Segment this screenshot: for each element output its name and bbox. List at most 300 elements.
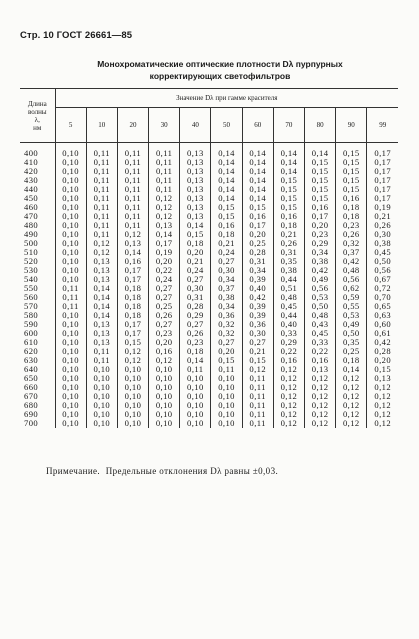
density-value-cell: 0,29 — [273, 338, 304, 347]
density-value-cell: 0,10 — [211, 392, 242, 401]
density-value-cell: 0,11 — [242, 374, 273, 383]
density-value-cell: 0,26 — [367, 221, 398, 230]
density-value-cell: 0,10 — [55, 383, 86, 392]
density-value-cell: 0,10 — [55, 347, 86, 356]
table-title-line-2: корректирующих светофильтров — [149, 71, 291, 81]
density-value-cell: 0,45 — [305, 329, 336, 338]
density-value-cell: 0,16 — [117, 257, 148, 266]
density-value-cell: 0,18 — [336, 356, 367, 365]
density-value-cell: 0,10 — [149, 392, 180, 401]
density-value-cell: 0,21 — [211, 239, 242, 248]
density-value-cell: 0,15 — [336, 167, 367, 176]
density-value-cell: 0,28 — [180, 302, 211, 311]
wavelength-cell: 510 — [24, 247, 39, 257]
wavelength-cell: 520 — [24, 256, 39, 266]
density-value-cell: 0,21 — [242, 347, 273, 356]
density-value-cell: 0,30 — [242, 329, 273, 338]
density-value-cell: 0,11 — [242, 401, 273, 410]
density-value-cell: 0,15 — [211, 356, 242, 365]
density-value-cell: 0,37 — [211, 284, 242, 293]
density-value-cell: 0,27 — [242, 338, 273, 347]
density-value-cell: 0,15 — [367, 365, 398, 374]
density-value-cell: 0,42 — [305, 266, 336, 275]
density-value-cell: 0,14 — [242, 194, 273, 203]
density-value-cell: 0,32 — [336, 239, 367, 248]
density-value-cell: 0,25 — [242, 239, 273, 248]
density-value-cell: 0,11 — [86, 203, 117, 212]
density-value-cell: 0,10 — [86, 392, 117, 401]
density-value-cell: 0,13 — [305, 365, 336, 374]
density-value-cell: 0,15 — [273, 194, 304, 203]
density-value-cell: 0,14 — [242, 167, 273, 176]
density-value-cell: 0,15 — [211, 203, 242, 212]
density-value-cell: 0,11 — [86, 167, 117, 176]
density-value-cell: 0,17 — [117, 329, 148, 338]
wavelength-cell: 610 — [24, 337, 39, 347]
density-value-cell: 0,15 — [336, 143, 367, 159]
column-header-gamma: 60 — [242, 108, 273, 143]
density-value-cell: 0,16 — [149, 347, 180, 356]
footnote-text: Предельные отклонения Dλ равны ±0,03. — [105, 466, 279, 476]
density-value-cell: 0,11 — [86, 194, 117, 203]
density-value-cell: 0,12 — [86, 248, 117, 257]
density-value-cell: 0,44 — [273, 275, 304, 284]
density-value-cell: 0,18 — [117, 311, 148, 320]
density-value-cell: 0,11 — [211, 365, 242, 374]
column-header-gamma: 99 — [367, 108, 398, 143]
column-header-gamma: 90 — [336, 108, 367, 143]
density-value-cell: 0,17 — [117, 275, 148, 284]
density-value-cell: 0,18 — [273, 221, 304, 230]
density-value-cell: 0,12 — [367, 401, 398, 410]
density-value-cell: 0,14 — [117, 248, 148, 257]
density-value-cell: 0,15 — [273, 203, 304, 212]
density-value-cell: 0,56 — [336, 275, 367, 284]
density-value-cell: 0,17 — [242, 221, 273, 230]
density-value-cell: 0,26 — [273, 239, 304, 248]
density-value-cell: 0,36 — [242, 320, 273, 329]
density-value-cell: 0,10 — [55, 167, 86, 176]
density-value-cell: 0,11 — [86, 356, 117, 365]
density-value-cell: 0,12 — [149, 356, 180, 365]
density-value-cell: 0,12 — [336, 383, 367, 392]
density-value-cell: 0,10 — [55, 212, 86, 221]
density-value-cell: 0,20 — [305, 221, 336, 230]
density-value-cell: 0,10 — [180, 374, 211, 383]
wavelength-cell: 580 — [24, 310, 39, 320]
wavelength-cell: 530 — [24, 265, 39, 275]
density-value-cell: 0,10 — [55, 320, 86, 329]
density-value-cell: 0,18 — [336, 212, 367, 221]
density-value-cell: 0,16 — [305, 203, 336, 212]
density-value-cell: 0,10 — [117, 401, 148, 410]
density-value-cell: 0,14 — [180, 356, 211, 365]
density-value-cell: 0,30 — [211, 266, 242, 275]
density-value-cell: 0,10 — [180, 383, 211, 392]
density-value-cell: 0,34 — [211, 275, 242, 284]
wavelength-cell: 540 — [24, 274, 39, 284]
density-value-cell: 0,14 — [149, 230, 180, 239]
density-value-cell: 0,11 — [149, 143, 180, 159]
density-value-cell: 0,17 — [149, 239, 180, 248]
density-value-cell: 0,12 — [305, 383, 336, 392]
density-value-cell: 0,13 — [117, 239, 148, 248]
density-value-cell: 0,17 — [367, 185, 398, 194]
density-value-cell: 0,18 — [180, 347, 211, 356]
density-value-cell: 0,12 — [273, 410, 304, 419]
density-value-cell: 0,12 — [86, 239, 117, 248]
density-value-cell: 0,10 — [86, 410, 117, 419]
density-value-cell: 0,10 — [180, 392, 211, 401]
density-value-cell: 0,13 — [180, 194, 211, 203]
density-value-cell: 0,11 — [117, 203, 148, 212]
density-value-cell: 0,10 — [55, 374, 86, 383]
column-header-gamma: 80 — [305, 108, 336, 143]
wavelength-cell: 480 — [24, 220, 39, 230]
density-value-cell: 0,10 — [149, 419, 180, 428]
density-value-cell: 0,19 — [149, 248, 180, 257]
density-value-cell: 0,15 — [305, 194, 336, 203]
density-value-cell: 0,18 — [211, 230, 242, 239]
density-value-cell: 0,11 — [55, 302, 86, 311]
density-value-cell: 0,11 — [86, 158, 117, 167]
wavelength-cell: 430 — [24, 175, 39, 185]
density-value-cell: 0,10 — [149, 374, 180, 383]
density-value-cell: 0,20 — [149, 338, 180, 347]
density-value-cell: 0,39 — [242, 311, 273, 320]
density-value-cell: 0,49 — [336, 320, 367, 329]
density-value-cell: 0,27 — [180, 275, 211, 284]
density-value-cell: 0,15 — [242, 203, 273, 212]
density-value-cell: 0,11 — [117, 194, 148, 203]
column-header-gamma: 70 — [273, 108, 304, 143]
density-value-cell: 0,22 — [273, 347, 304, 356]
density-value-cell: 0,10 — [86, 419, 117, 428]
density-value-cell: 0,29 — [180, 311, 211, 320]
density-value-cell: 0,14 — [86, 293, 117, 302]
density-value-cell: 0,13 — [180, 212, 211, 221]
density-value-cell: 0,34 — [242, 266, 273, 275]
density-value-cell: 0,50 — [336, 329, 367, 338]
density-value-cell: 0,12 — [336, 419, 367, 428]
density-value-cell: 0,27 — [149, 284, 180, 293]
density-value-cell: 0,10 — [180, 401, 211, 410]
density-value-cell: 0,11 — [242, 392, 273, 401]
footnote-label: Примечание. — [46, 466, 101, 476]
density-value-cell: 0,11 — [86, 143, 117, 159]
density-value-cell: 0,18 — [117, 302, 148, 311]
density-value-cell: 0,20 — [242, 230, 273, 239]
density-value-cell: 0,53 — [305, 293, 336, 302]
wavelength-header-line: нм — [33, 123, 42, 132]
density-value-cell: 0,13 — [86, 275, 117, 284]
density-value-cell: 0,14 — [273, 167, 304, 176]
density-value-cell: 0,36 — [211, 311, 242, 320]
wavelength-cell: 630 — [24, 355, 39, 365]
density-value-cell: 0,48 — [336, 266, 367, 275]
density-value-cell: 0,18 — [180, 239, 211, 248]
density-value-cell: 0,14 — [242, 143, 273, 159]
density-value-cell: 0,12 — [149, 194, 180, 203]
density-value-cell: 0,31 — [273, 248, 304, 257]
density-value-cell: 0,11 — [86, 212, 117, 221]
density-value-cell: 0,12 — [117, 230, 148, 239]
density-value-cell: 0,10 — [55, 248, 86, 257]
density-value-cell: 0,65 — [367, 302, 398, 311]
density-value-cell: 0,10 — [55, 221, 86, 230]
density-value-cell: 0,10 — [55, 176, 86, 185]
density-value-cell: 0,15 — [273, 176, 304, 185]
density-value-cell: 0,12 — [117, 347, 148, 356]
density-value-cell: 0,10 — [149, 383, 180, 392]
density-value-cell: 0,16 — [305, 356, 336, 365]
density-value-cell: 0,15 — [117, 338, 148, 347]
wavelength-cell: 440 — [24, 184, 39, 194]
density-value-cell: 0,32 — [211, 329, 242, 338]
density-value-cell: 0,11 — [149, 176, 180, 185]
density-value-cell: 0,10 — [55, 401, 86, 410]
density-value-cell: 0,56 — [367, 266, 398, 275]
table-row — [20, 419, 398, 428]
density-value-cell: 0,15 — [305, 158, 336, 167]
density-value-cell: 0,10 — [55, 275, 86, 284]
density-table — [20, 88, 398, 428]
density-value-cell: 0,12 — [305, 392, 336, 401]
density-value-cell: 0,20 — [149, 257, 180, 266]
density-value-cell: 0,13 — [149, 221, 180, 230]
wavelength-cell: 590 — [24, 319, 39, 329]
density-value-cell: 0,10 — [55, 266, 86, 275]
density-value-cell: 0,12 — [242, 365, 273, 374]
density-value-cell: 0,17 — [367, 194, 398, 203]
density-value-cell: 0,50 — [305, 302, 336, 311]
density-value-cell: 0,14 — [242, 158, 273, 167]
wavelength-cell: 670 — [24, 391, 39, 401]
density-value-cell: 0,10 — [55, 194, 86, 203]
density-value-cell: 0,27 — [180, 320, 211, 329]
density-value-cell: 0,61 — [367, 329, 398, 338]
density-value-cell: 0,11 — [117, 185, 148, 194]
density-value-cell: 0,28 — [242, 248, 273, 257]
wavelength-cell: 550 — [24, 283, 39, 293]
wavelength-cell: 700 — [24, 418, 39, 428]
density-value-cell: 0,17 — [117, 320, 148, 329]
density-value-cell: 0,42 — [336, 257, 367, 266]
density-value-cell: 0,38 — [211, 293, 242, 302]
density-value-cell: 0,13 — [86, 338, 117, 347]
density-value-cell: 0,10 — [86, 383, 117, 392]
density-value-cell: 0,18 — [336, 203, 367, 212]
density-value-cell: 0,12 — [305, 419, 336, 428]
density-value-cell: 0,70 — [367, 293, 398, 302]
column-header-gamma: 20 — [117, 108, 148, 143]
density-value-cell: 0,14 — [211, 167, 242, 176]
density-value-cell: 0,24 — [149, 275, 180, 284]
density-value-cell: 0,13 — [180, 176, 211, 185]
density-value-cell: 0,10 — [55, 392, 86, 401]
density-value-cell: 0,26 — [180, 329, 211, 338]
density-value-cell: 0,21 — [180, 257, 211, 266]
density-value-cell: 0,15 — [242, 356, 273, 365]
density-value-cell: 0,42 — [367, 338, 398, 347]
density-value-cell: 0,16 — [211, 221, 242, 230]
wavelength-cell: 660 — [24, 382, 39, 392]
density-value-cell: 0,23 — [180, 338, 211, 347]
density-value-cell: 0,12 — [305, 401, 336, 410]
density-value-cell: 0,11 — [55, 293, 86, 302]
density-value-cell: 0,50 — [367, 257, 398, 266]
density-value-cell: 0,38 — [305, 257, 336, 266]
density-value-cell: 0,63 — [367, 311, 398, 320]
density-value-cell: 0,10 — [55, 143, 86, 159]
wavelength-cell: 450 — [24, 193, 39, 203]
column-header-gamma: 40 — [180, 108, 211, 143]
density-value-cell: 0,38 — [367, 239, 398, 248]
column-header-row — [20, 108, 398, 143]
density-value-cell: 0,29 — [305, 239, 336, 248]
density-value-cell: 0,10 — [55, 230, 86, 239]
wavelength-cell: 500 — [24, 238, 39, 248]
density-value-cell: 0,10 — [117, 410, 148, 419]
density-value-cell: 0,14 — [211, 158, 242, 167]
density-value-cell: 0,27 — [149, 293, 180, 302]
column-header-gamma: 10 — [86, 108, 117, 143]
density-value-cell: 0,27 — [211, 257, 242, 266]
density-value-cell: 0,62 — [336, 284, 367, 293]
density-value-cell: 0,17 — [367, 167, 398, 176]
density-value-cell: 0,39 — [242, 275, 273, 284]
density-value-cell: 0,15 — [336, 185, 367, 194]
wavelength-cell: 620 — [24, 346, 39, 356]
density-value-cell: 0,25 — [336, 347, 367, 356]
table-title — [40, 58, 400, 82]
density-value-cell: 0,38 — [273, 266, 304, 275]
density-value-cell: 0,23 — [336, 221, 367, 230]
density-value-cell: 0,31 — [180, 293, 211, 302]
density-value-cell: 0,12 — [367, 410, 398, 419]
density-value-cell: 0,12 — [273, 365, 304, 374]
density-value-cell: 0,17 — [367, 158, 398, 167]
density-value-cell: 0,13 — [180, 185, 211, 194]
density-value-cell: 0,24 — [211, 248, 242, 257]
density-value-cell: 0,12 — [336, 410, 367, 419]
density-value-cell: 0,10 — [55, 410, 86, 419]
density-value-cell: 0,16 — [242, 212, 273, 221]
density-value-cell: 0,11 — [86, 347, 117, 356]
wavelength-cell: 600 — [24, 328, 39, 338]
density-value-cell: 0,30 — [180, 284, 211, 293]
density-value-cell: 0,10 — [55, 338, 86, 347]
wavelength-header-line: волны — [27, 107, 47, 116]
density-value-cell: 0,10 — [117, 374, 148, 383]
density-value-cell: 0,11 — [242, 419, 273, 428]
density-value-cell: 0,10 — [211, 401, 242, 410]
density-value-cell: 0,55 — [336, 302, 367, 311]
density-value-cell: 0,11 — [86, 185, 117, 194]
density-value-cell: 0,14 — [211, 185, 242, 194]
table-title-line-1: Монохроматические оптические плотности Dλ пурпурных — [97, 59, 343, 69]
density-value-cell: 0,10 — [180, 410, 211, 419]
wavelength-header-line: λ, — [34, 115, 40, 124]
wavelength-cell: 690 — [24, 409, 39, 419]
density-value-cell: 0,12 — [336, 374, 367, 383]
density-value-cell: 0,44 — [273, 311, 304, 320]
density-value-cell: 0,14 — [211, 143, 242, 159]
density-value-cell: 0,21 — [367, 212, 398, 221]
wavelength-cell: 460 — [24, 202, 39, 212]
density-value-cell: 0,11 — [149, 185, 180, 194]
density-value-cell: 0,13 — [180, 158, 211, 167]
density-value-cell: 0,11 — [117, 176, 148, 185]
value-header: Значение Dλ при гамме красителя — [55, 89, 398, 108]
density-value-cell: 0,67 — [367, 275, 398, 284]
density-value-cell: 0,53 — [336, 311, 367, 320]
density-value-cell: 0,40 — [242, 284, 273, 293]
density-value-cell: 0,10 — [117, 365, 148, 374]
wavelength-cell: 410 — [24, 157, 39, 167]
density-value-cell: 0,42 — [242, 293, 273, 302]
density-value-cell: 0,60 — [367, 320, 398, 329]
wavelength-cell: 470 — [24, 211, 39, 221]
density-value-cell: 0,19 — [367, 203, 398, 212]
density-value-cell: 0,26 — [149, 311, 180, 320]
density-value-cell: 0,14 — [242, 176, 273, 185]
density-value-cell: 0,11 — [86, 176, 117, 185]
density-value-cell: 0,32 — [211, 320, 242, 329]
density-value-cell: 0,51 — [273, 284, 304, 293]
density-value-cell: 0,14 — [242, 185, 273, 194]
density-value-cell: 0,45 — [367, 248, 398, 257]
density-value-cell: 0,11 — [86, 221, 117, 230]
density-value-cell: 0,31 — [242, 257, 273, 266]
density-value-cell: 0,13 — [180, 167, 211, 176]
table-row — [20, 143, 398, 159]
density-value-cell: 0,14 — [180, 221, 211, 230]
density-value-cell: 0,12 — [336, 392, 367, 401]
density-value-cell: 0,30 — [367, 230, 398, 239]
density-value-cell: 0,10 — [55, 203, 86, 212]
page-header: Стр. 10 ГОСТ 26661—85 — [20, 30, 133, 41]
density-value-cell: 0,11 — [55, 284, 86, 293]
density-value-cell: 0,59 — [336, 293, 367, 302]
density-value-cell: 0,12 — [273, 419, 304, 428]
density-value-cell: 0,14 — [211, 176, 242, 185]
density-value-cell: 0,10 — [117, 383, 148, 392]
density-value-cell: 0,21 — [273, 230, 304, 239]
density-value-cell: 0,34 — [211, 302, 242, 311]
density-value-cell: 0,14 — [273, 158, 304, 167]
density-value-cell: 0,10 — [55, 356, 86, 365]
density-value-cell: 0,56 — [305, 284, 336, 293]
density-value-cell: 0,15 — [305, 185, 336, 194]
density-value-cell: 0,10 — [55, 158, 86, 167]
density-value-cell: 0,35 — [336, 338, 367, 347]
density-value-cell: 0,13 — [86, 329, 117, 338]
wavelength-header-line: Длина — [27, 99, 47, 108]
density-value-cell: 0,26 — [336, 230, 367, 239]
density-value-cell: 0,14 — [336, 365, 367, 374]
density-value-cell: 0,15 — [336, 158, 367, 167]
density-value-cell: 0,12 — [117, 356, 148, 365]
density-value-cell: 0,24 — [180, 266, 211, 275]
density-value-cell: 0,14 — [211, 194, 242, 203]
density-value-cell: 0,12 — [305, 410, 336, 419]
density-value-cell: 0,48 — [305, 311, 336, 320]
density-value-cell: 0,10 — [180, 419, 211, 428]
density-value-cell: 0,12 — [149, 212, 180, 221]
density-value-cell: 0,10 — [55, 311, 86, 320]
density-value-cell: 0,15 — [336, 176, 367, 185]
